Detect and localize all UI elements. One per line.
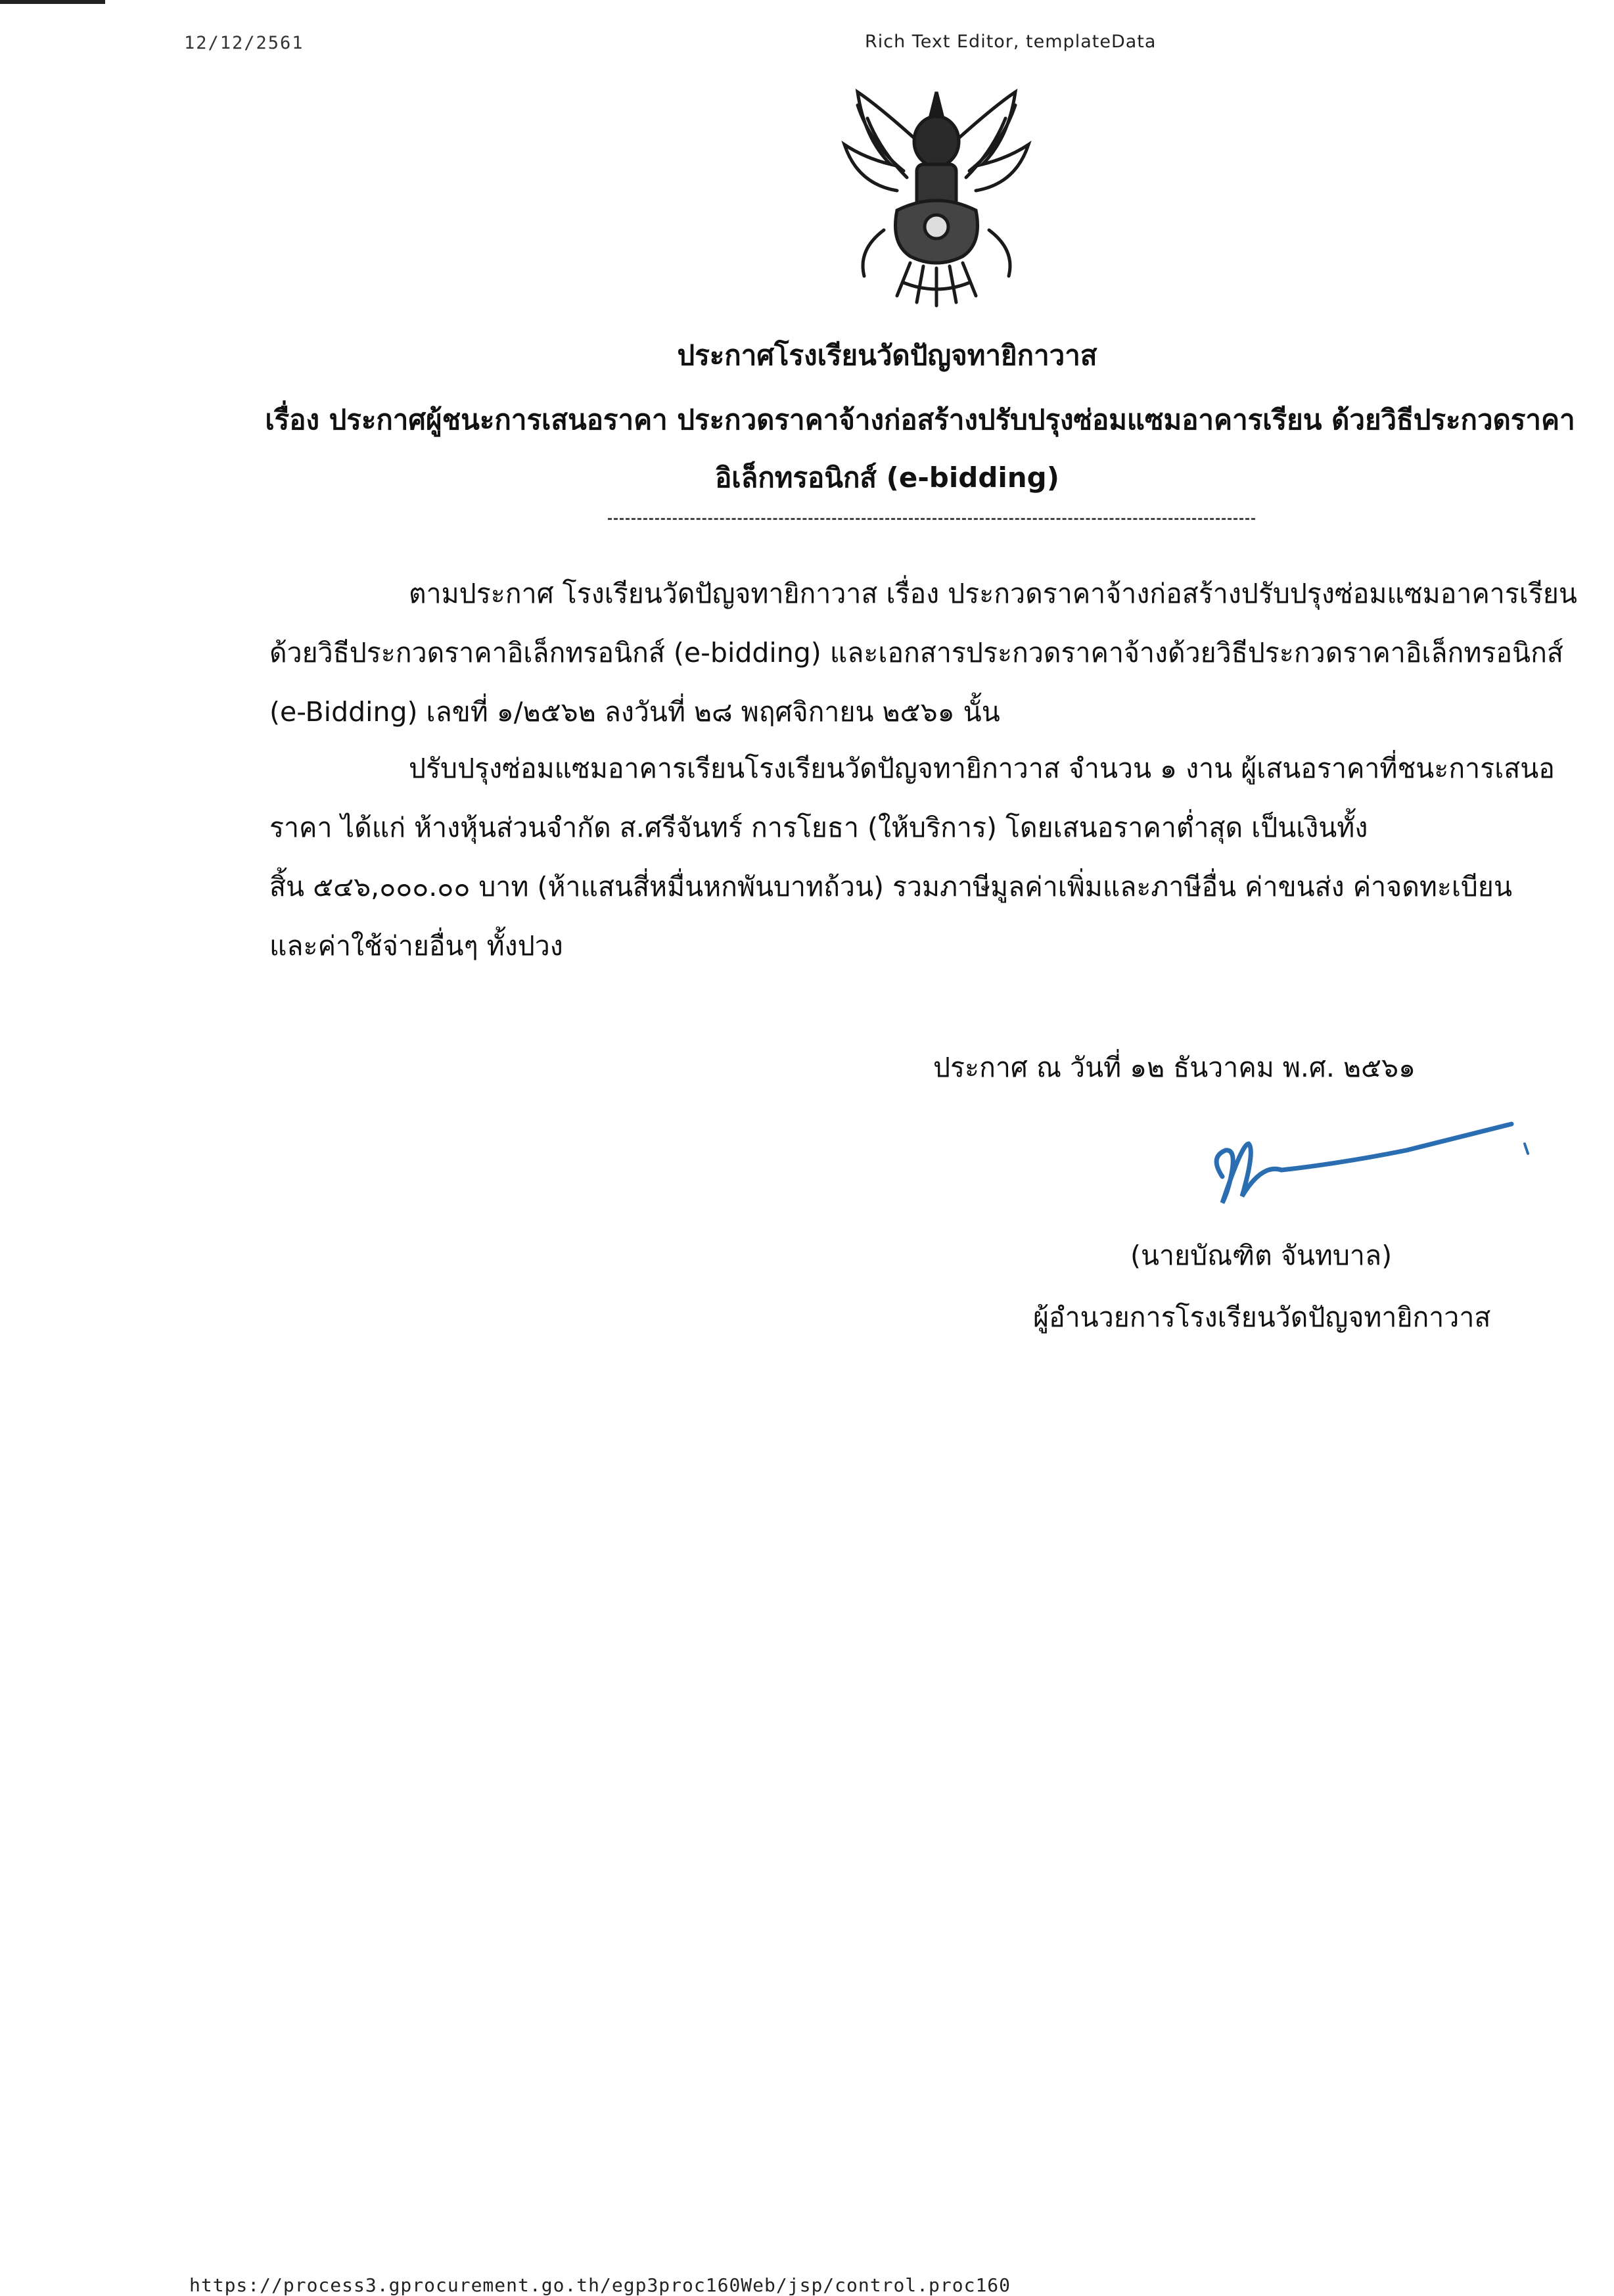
subject-line: เรื่อง ประกาศผู้ชนะการเสนอราคา ประกวดราคาจ้างก่อสร้างปรับปรุงซ่อมแซมอาคารเรียน ด้วยวิธีประกวดราคา	[265, 404, 1575, 436]
dashed-divider	[608, 518, 1255, 520]
paragraph-line: สิ้น ๕๔๖,๐๐๐.๐๐ บาท (ห้าแสนสี่หมื่นหกพันบาทถ้วน) รวมภาษีมูลค่าเพิ่มและภาษีอื่น ค่าขนส่ง ค่าจดทะเบียน	[269, 871, 1512, 902]
handwritten-signature	[1196, 1104, 1538, 1236]
print-date: 12/12/2561	[184, 33, 304, 53]
subject-line-continued: อิเล็กทรอนิกส์ (e-bidding)	[715, 461, 1059, 494]
signer-name: (นายบัณฑิต จันทบาล)	[1130, 1240, 1393, 1271]
body-paragraph-2	[269, 739, 1577, 975]
paragraph-line: ปรับปรุงซ่อมแซมอาคารเรียนโรงเรียนวัดปัญจทายิกาวาส จำนวน ๑ งาน ผู้เสนอราคาที่ชนะการเสนอ	[409, 753, 1555, 784]
scan-corner-mark	[0, 0, 105, 4]
paragraph-line: ราคา ได้แก่ ห้างหุ้นส่วนจำกัด ส.ศรีจันทร์ การโยธา (ให้บริการ) โดยเสนอราคาต่ำสุด เป็นเงินทั้ง	[269, 812, 1368, 843]
signer-title: ผู้อำนวยการโรงเรียนวัดปัญจทายิกาวาส	[1033, 1301, 1491, 1333]
announcement-dateline: ประกาศ ณ วันที่ ๑๒ ธันวาคม พ.ศ. ๒๕๖๑	[933, 1052, 1416, 1083]
footer-url: https://process3.gprocurement.go.th/egp3proc160Web/jsp/control.proc160	[189, 2274, 1011, 2296]
print-header-title: Rich Text Editor, templateData	[865, 32, 1157, 52]
paragraph-line: และค่าใช้จ่ายอื่นๆ ทั้งปวง	[269, 930, 563, 962]
announcement-heading: ประกาศโรงเรียนวัดปัญจทายิกาวาส	[677, 339, 1097, 371]
body-paragraph-1	[269, 564, 1577, 741]
paragraph-line: (e-Bidding) เลขที่ ๑/๒๕๖๒ ลงวันที่ ๒๘ พฤศจิกายน ๒๕๖๑ นั้น	[269, 696, 1000, 728]
paragraph-line: ตามประกาศ โรงเรียนวัดปัญจทายิกาวาส เรื่อง ประกวดราคาจ้างก่อสร้างปรับปรุงซ่อมแซมอาคารเรียน	[409, 578, 1577, 609]
paragraph-line: ด้วยวิธีประกวดราคาอิเล็กทรอนิกส์ (e-bidding) และเอกสารประกวดราคาจ้างด้วยวิธีประกวดราคาอิเล็กทรอนิกส์	[269, 637, 1563, 668]
garuda-emblem-icon	[818, 79, 1055, 316]
